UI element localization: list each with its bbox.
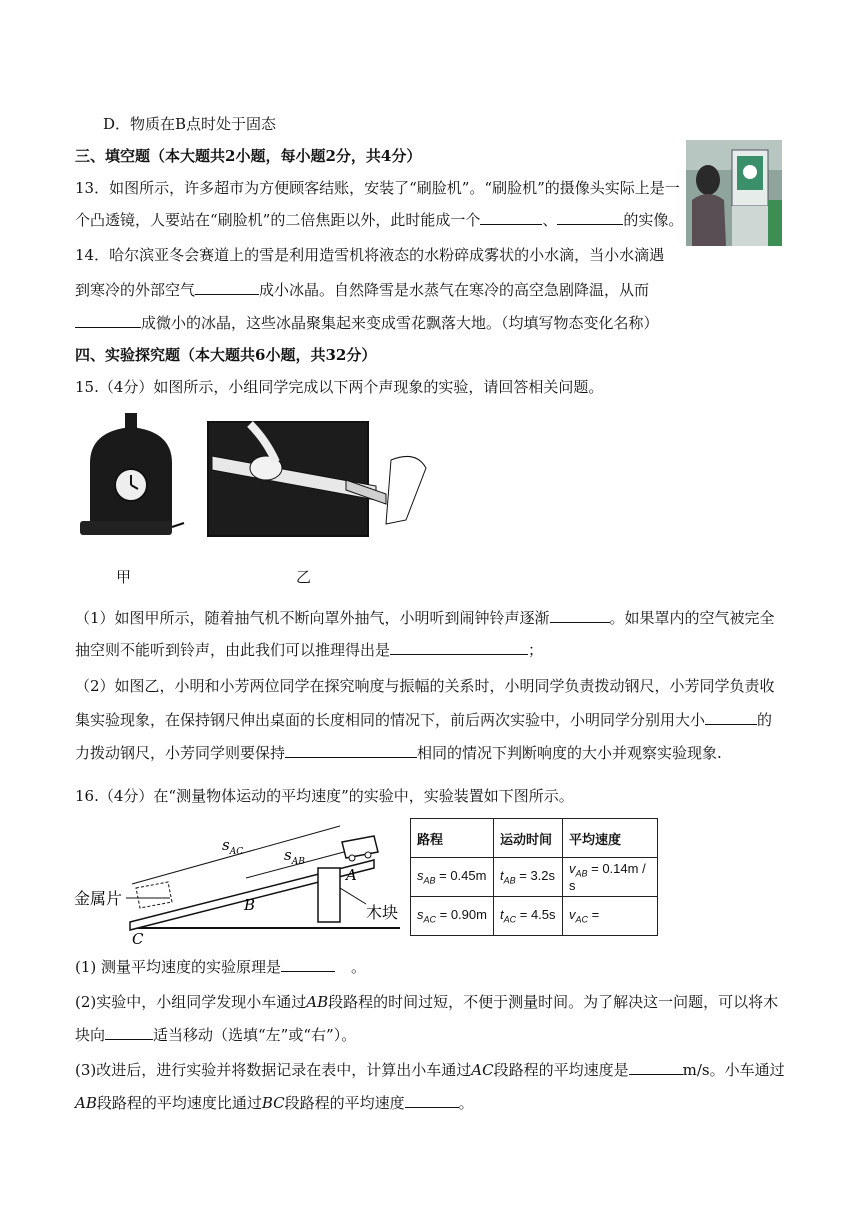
header-speed: 平均速度 bbox=[563, 819, 658, 858]
option-d: D．物质在B点时处于固态 bbox=[103, 115, 277, 133]
data-table bbox=[410, 818, 658, 936]
table-row bbox=[411, 858, 658, 897]
q16-2-line2: 块向 适当移动（选填“左”或“右”）。 bbox=[75, 1026, 357, 1044]
q15-1-line2: 抽空则不能听到铃声，由此我们可以推理得出是 ； bbox=[75, 641, 544, 659]
ruler-figure bbox=[206, 420, 446, 538]
table-header-row bbox=[411, 819, 658, 858]
q13-line1: 13．如图所示，许多超市为方便顾客结账，安装了“刷脸机”。“刷脸机”的摄像头实际上是一 bbox=[75, 179, 680, 197]
q16-stem: 16.（4分）在“测量物体运动的平均速度”的实验中，实验装置如下图所示。 bbox=[75, 787, 574, 805]
bell-jar-figure bbox=[76, 413, 186, 543]
q15-2-line2: 集实验现象，在保持钢尺伸出桌面的长度相同的情况下，前后两次实验中，小明同学分别用大小 的 bbox=[75, 711, 773, 729]
q16-1: (1) 测量平均速度的实验原理是 。 bbox=[75, 958, 367, 976]
label-s-ab: $s_{AB}$ bbox=[284, 846, 305, 867]
q14-line2: 到寒冷的外部空气 成小冰晶。自然降雪是水蒸气在寒冷的高空急剧降温，从而 bbox=[75, 281, 650, 299]
header-distance: 路程 bbox=[411, 819, 494, 858]
q16-3-line2: AB段路程的平均速度比通过BC段路程的平均速度 。 bbox=[75, 1094, 474, 1112]
incline-diagram bbox=[74, 818, 404, 948]
table-row bbox=[411, 897, 658, 936]
q16-2-line1: (2)实验中，小组同学发现小车通过AB段路程的时间过短，不便于测量时间。为了解决这一问题，可以将木 bbox=[75, 993, 779, 1011]
q14-line1: 14．哈尔滨亚冬会赛道上的雪是利用造雪机将液态的水粉碎成雾状的小水滴，当小水滴遇 bbox=[75, 246, 665, 264]
header-time: 运动时间 bbox=[494, 819, 563, 858]
label-s-ac: $s_{AC}$ bbox=[222, 836, 244, 857]
label-wood-block: 木块 bbox=[366, 903, 399, 922]
q15-2-line3: 力拨动钢尺，小芳同学则要保持 相同的情况下判断响度的大小并观察实验现象. bbox=[75, 744, 722, 762]
table-cell: $v_{AB} = 0.14m / s$ bbox=[563, 858, 658, 897]
table-cell: $v_{AC}$ = bbox=[563, 897, 658, 936]
label-metal-piece: 金属片 bbox=[74, 889, 123, 908]
q15-1-line1: （1）如图甲所示，随着抽气机不断向罩外抽气，小明听到闹钟铃声逐渐 。如果罩内的空气被完全 bbox=[75, 609, 775, 627]
table-cell: $s_{AC} = 0.90m$ bbox=[411, 897, 494, 936]
q15-stem: 15.（4分）如图所示，小组同学完成以下两个声现象的实验，请回答相关问题。 bbox=[75, 378, 604, 396]
caption-jia: 甲 bbox=[116, 568, 132, 586]
table-cell: $t_{AC} = 4.5s$ bbox=[494, 897, 563, 936]
q13-line2: 个凸透镜，人要站在“刷脸机”的二倍焦距以外，此时能成一个 、 的实像。 bbox=[75, 211, 684, 229]
table-cell: $t_{AB} = 3.2s$ bbox=[494, 858, 563, 897]
label-c: C bbox=[132, 930, 144, 948]
label-a: A bbox=[346, 866, 357, 884]
caption-yi: 乙 bbox=[296, 568, 312, 586]
q15-2-line1: （2）如图乙，小明和小芳两位同学在探究响度与振幅的关系时，小明同学负责拨动钢尺，小芳同学负责收 bbox=[75, 677, 775, 695]
table-cell: $s_{AB} = 0.45m$ bbox=[411, 858, 494, 897]
label-b: B bbox=[244, 896, 256, 914]
face-scanner-photo bbox=[686, 140, 782, 246]
q16-3-line1: (3)改进后，进行实验并将数据记录在表中，计算出小车通过AC段路程的平均速度是 m/s。小车通过 bbox=[75, 1061, 785, 1079]
section-4-heading: 四、实验探究题（本大题共6小题，共32分） bbox=[75, 346, 377, 364]
q14-line3: 成微小的冰晶，这些冰晶聚集起来变成雪花飘落大地。（均填写物态变化名称） bbox=[75, 313, 659, 333]
section-3-heading: 三、填空题（本大题共2小题，每小题2分，共4分） bbox=[75, 147, 422, 165]
